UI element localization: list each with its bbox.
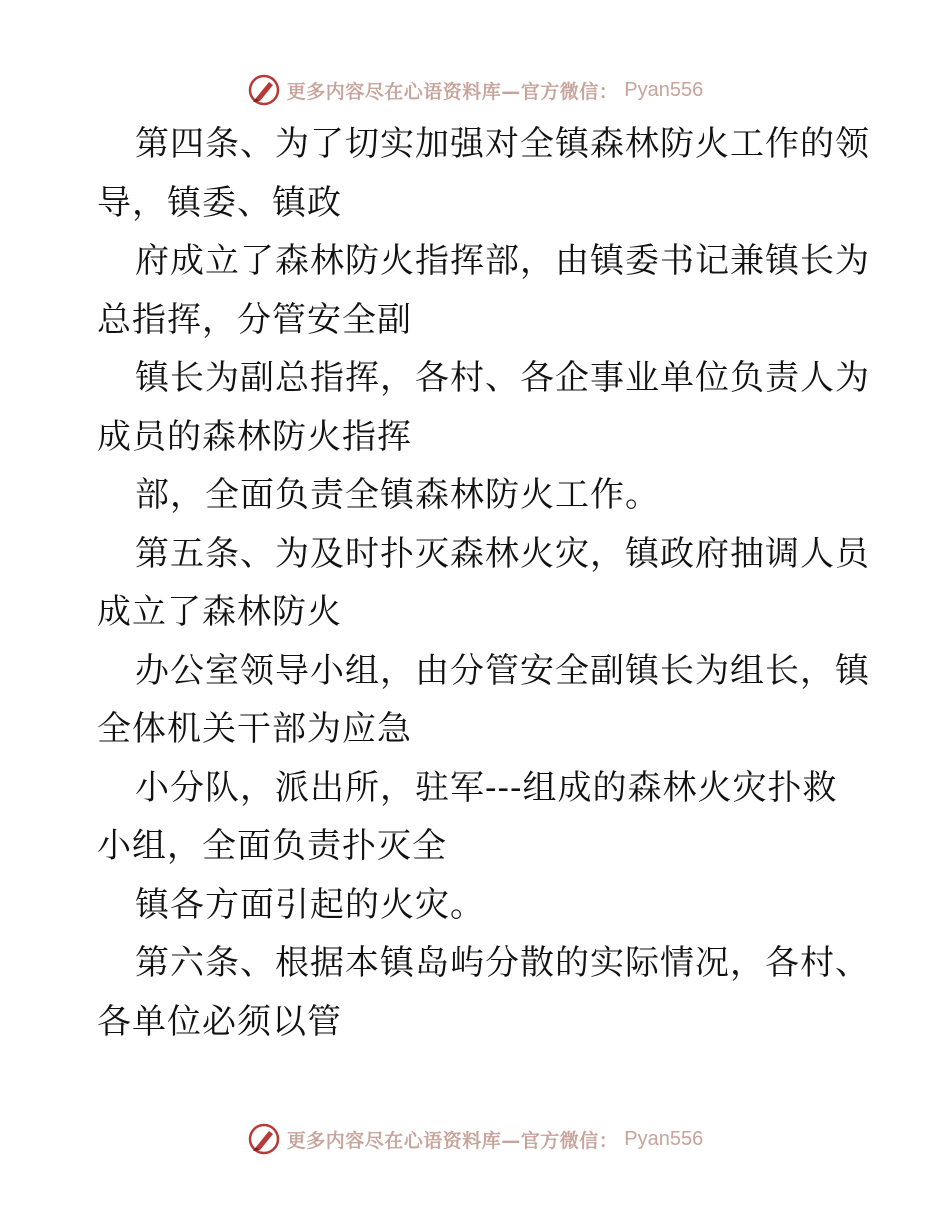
paragraph-line: 成立了森林防火: [97, 592, 342, 632]
paragraph-5: [97, 525, 870, 642]
paragraph-9: [97, 934, 870, 1051]
paragraph-line: 导，镇委、镇政: [97, 182, 342, 223]
pen-logo-icon: [247, 73, 281, 107]
paragraph-line: 小分队，派出所，驻军---组成的森林火灾扑救: [135, 767, 838, 808]
paragraph-7: [97, 759, 857, 876]
paragraph-line: 办公室领导小组，由分管安全副镇长为组长，镇: [135, 650, 870, 691]
paragraph-line: 镇各方面引起的火灾。: [135, 884, 485, 925]
paragraph-2: [97, 232, 870, 349]
header-banner-text: 更多内容尽在心语资料库—官方微信：: [286, 80, 619, 103]
paragraph-3: [97, 349, 870, 466]
footer-banner: [0, 1119, 950, 1159]
paragraph-8: [97, 876, 857, 935]
document-body: [97, 115, 870, 1051]
paragraph-line: 成员的森林防火指挥: [97, 416, 412, 457]
paragraph-line: 全体机关干部为应急: [97, 709, 412, 749]
paragraph-line: 部，全面负责全镇森林防火工作。: [135, 475, 660, 515]
footer-banner-id: Pyan556: [624, 1127, 704, 1150]
header-banner: [0, 70, 950, 110]
paragraph-4: [97, 466, 857, 525]
paragraph-line: 小组，全面负责扑灭全: [97, 826, 447, 866]
paragraph-line: 各单位必须以管: [97, 1001, 342, 1042]
pen-logo-icon: [247, 1122, 281, 1156]
footer-banner-text: 更多内容尽在心语资料库—官方微信：: [286, 1129, 619, 1152]
paragraph-line: 府成立了森林防火指挥部，由镇委书记兼镇长为: [135, 241, 870, 281]
paragraph-line: 第六条、根据本镇岛屿分散的实际情况，各村、: [135, 943, 870, 983]
paragraph-line: 总指挥，分管安全副: [97, 299, 412, 340]
paragraph-line: 第四条、为了切实加强对全镇森林防火工作的领: [135, 124, 870, 164]
paragraph-1: [97, 115, 870, 232]
header-banner-id: Pyan556: [624, 78, 704, 101]
paragraph-line: 镇长为副总指挥，各村、各企事业单位负责人为: [135, 358, 870, 398]
paragraph-6: [97, 642, 870, 759]
paragraph-line: 第五条、为及时扑灭森林火灾，镇政府抽调人员: [135, 533, 870, 574]
